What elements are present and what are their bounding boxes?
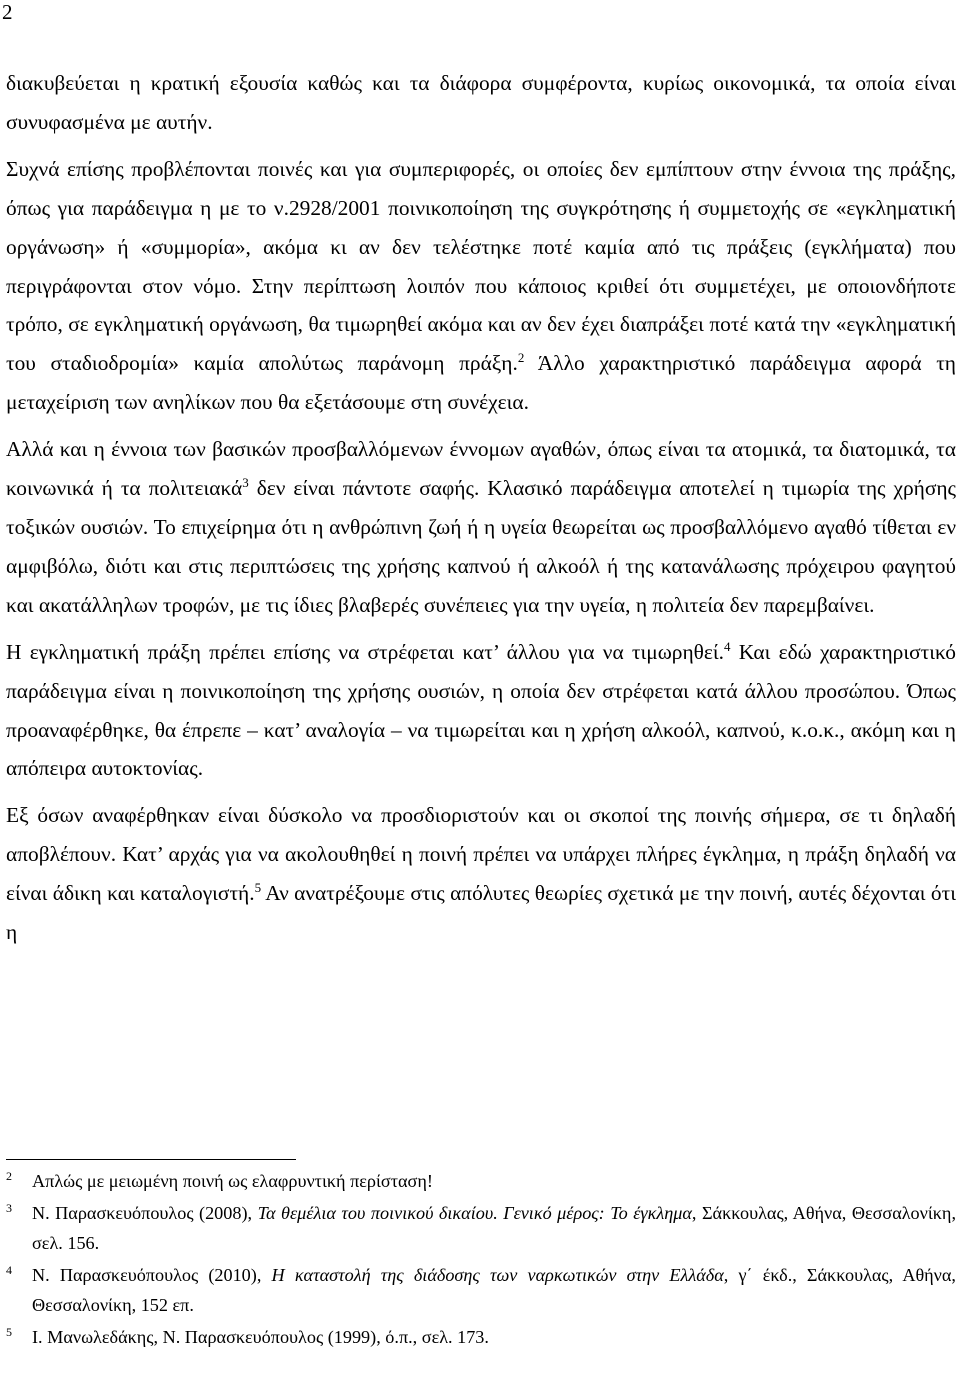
footnote-text: Ι. Μανωλεδάκης, Ν. Παρασκευόπουλος (1999), ό.π., σελ. 173. — [32, 1327, 489, 1347]
paragraph-text: διακυβεύεται η κρατική εξουσία καθώς και τα διάφορα συμφέροντα, κυρίως οικονομικά, τα οποία είναι συνυφασμένα με αυτήν. — [6, 71, 956, 134]
footnote-text: , Σάκκουλας, Αθήνα, Θεσσαλονίκη, σελ. 156. — [32, 1203, 956, 1253]
paragraph-text: Αν ανατρέξουμε στις απόλυτες θεωρίες σχετικά με την ποινή, αυτές δέχονται ότι η — [6, 881, 956, 945]
footnote-5: 5 Ι. Μανωλεδάκης, Ν. Παρασκευόπουλος (1999), ό.π., σελ. 173. — [6, 1324, 489, 1347]
paragraph-1 — [6, 64, 956, 142]
page-number: 2 — [2, 0, 13, 24]
footnote-ref-4[interactable]: 4 — [724, 638, 731, 654]
paragraph-text: δεν είναι πάντοτε σαφής. Κλασικό παράδειγμα αποτελεί η τιμωρία της χρήσης τοξικών ουσιών. Το επιχείρημα ότι η ανθρώπινη ζωή ή η υγεία θεωρείται ως προσβαλλόμενο αγαθό τίθεται εν αμφιβόλω, διότι και στις περιπτώσεις της χρήσης καπνού ή αλκοόλ ή της κατανάλωσης πρόχειρου φαγητού και ακατάλληλων τροφών, με τις ίδιες βλαβερές συνέπειες για την υγεία, η πολιτεία δεν παρεμβαίνει. — [6, 476, 957, 617]
footnote-ref-3[interactable]: 3 — [242, 474, 249, 490]
paragraph-4 — [6, 633, 956, 789]
footnote-divider — [6, 1159, 296, 1160]
footnote-text: Απλώς με μειωμένη ποινή ως ελαφρυντική περίσταση! — [32, 1171, 433, 1191]
paragraph-text: Άλλο χαρακτηριστικό παράδειγμα αφορά τη μεταχείριση των ανηλίκων που θα εξετάσουμε στη συνέχεια. — [6, 351, 956, 415]
paragraph-2 — [6, 150, 956, 422]
footnote-text: , γ΄ έκδ., Σάκκουλας, Αθήνα, Θεσσαλονίκη, 152 επ. — [32, 1265, 956, 1315]
paragraph-5 — [6, 796, 956, 952]
footnote-4: 4 Ν. Παρασκευόπουλος (2010), Η καταστολή της διάδοσης των ναρκωτικών στην Ελλάδα, γ΄ έκδ., Σάκκουλας, Αθήνα, Θεσσαλονίκη, 152 επ. — [6, 1262, 956, 1315]
paragraph-text: Η εγκληματική πράξη πρέπει επίσης να στρέφεται κατ’ άλλου για να τιμωρηθεί. — [6, 639, 724, 664]
footnote-ref-2[interactable]: 2 — [517, 350, 525, 366]
paragraph-text: Αλλά και η έννοια των βασικών προσβαλλόμενων έννομων αγαθών, όπως είναι τα ατομικά, τα διατομικά, τα κοινωνικά ή τα πολιτειακά — [6, 437, 956, 501]
body-text — [6, 64, 956, 960]
footnote-text: Ν. Παρασκευόπουλος (2010), — [32, 1265, 272, 1285]
footnote-text: Ν. Παρασκευόπουλος (2008), — [32, 1203, 258, 1223]
footnote-title: Η καταστολή της διάδοσης των ναρκωτικών στην Ελλάδα — [271, 1265, 724, 1285]
footnote-3: 3 Ν. Παρασκευόπουλος (2008), Τα θεμέλια του ποινικού δικαίου. Γενικό μέρος: Το έγκλημα, Σάκκουλας, Αθήνα, Θεσσαλονίκη, σελ. 156. — [6, 1200, 956, 1253]
paragraph-3 — [6, 430, 956, 625]
paragraph-text: Συχνά επίσης προβλέπονται ποινές και για συμπεριφορές, οι οποίες δεν εμπίπτουν στην έννοια της πράξης, όπως για παράδειγμα η με το ν.2928/2001 ποινικοποίηση της συγκρότησης ή συμμετοχής σε «εγκληματική οργάνωση» ή «συμμορία», ακόμα κι αν δεν τελέστηκε ποτέ καμία από τις πράξεις (εγκλήματα) που περιγράφονται στον νόμο. Στην περίπτωση λοιπόν που κάποιος κριθεί ότι συμμετέχει, με οποιονδήποτε τρόπο, σε εγκληματική οργάνωση, θα τιμωρηθεί ακόμα και αν δεν έχει διαπράξει ποτέ κατά την «εγκληματική του σταδιοδρομία» καμία απολύτως παράνομη πράξη. — [6, 156, 956, 376]
paragraph-text: Και εδώ χαρακτηριστικό παράδειγμα είναι η ποινικοποίηση της χρήσης ουσιών, η οποία δεν στρέφεται κατά άλλου προσώπου. Όπως προαναφέρθηκε, θα έπρεπε – κατ’ αναλογία – να τιμωρείται και η χρήση αλκοόλ, καπνού, κ.ο.κ., ακόμη και η απόπειρα αυτοκτονίας. — [6, 639, 956, 781]
footnote-ref-5[interactable]: 5 — [254, 880, 262, 895]
paragraph-text: Εξ όσων αναφέρθηκαν είναι δύσκολο να προσδιοριστούν και οι σκοποί της ποινής σήμερα, σε τι δηλαδή αποβλέπουν. Κατ’ αρχάς για να ακολουθηθεί η ποινή πρέπει να υπάρχει πλήρες έγκλημα, η πράξη δηλαδή να είναι άδικη και καταλογιστή. — [6, 803, 956, 906]
footnotes — [6, 1166, 956, 1354]
footnote-2: 2 Απλώς με μειωμένη ποινή ως ελαφρυντική περίσταση! — [6, 1168, 433, 1191]
footnote-title: Τα θεμέλια του ποινικού δικαίου. Γενικό μέρος: Το έγκλημα — [257, 1203, 692, 1223]
